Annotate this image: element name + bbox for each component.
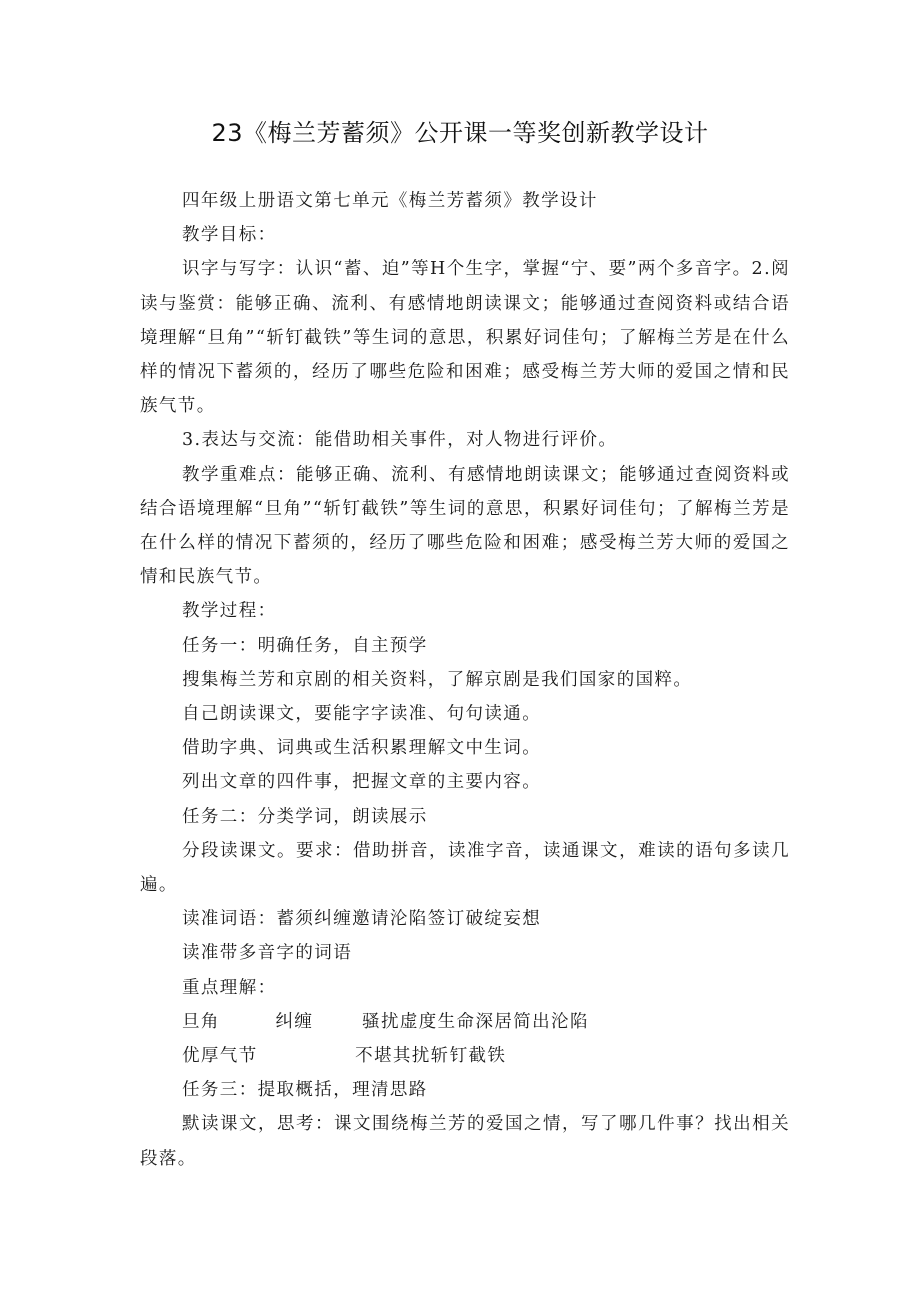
paragraph-task-three: 任务三：提取概括，理清思路 bbox=[182, 1080, 428, 1101]
paragraph-key-points: 教学重难点：能够正确、流利、有感情地朗读课文；能够通过查阅资料或结合语境理解“旦角”“斩钉截铁”等生词的意思，积累好词佳句；了解梅兰芳是在什么样的情况下蓄须的，经历了哪些危险和困难；感受梅兰芳大师的爱国之情和民族气节。 bbox=[140, 464, 790, 588]
paragraph-collect-materials: 搜集梅兰芳和京剧的相关资料，了解京剧是我们国家的国粹。 bbox=[182, 669, 693, 690]
paragraph-silent-reading: 默读课文，思考：课文围绕梅兰芳的爱国之情，写了哪几件事？找出相关段落。 bbox=[140, 1114, 790, 1169]
paragraph-vocabulary: 读准词语：蓄须纠缠邀请沦陷签订破绽妄想 bbox=[182, 909, 542, 930]
paragraph-task-two: 任务二：分类学词，朗读展示 bbox=[182, 806, 428, 827]
paragraph-objectives-detail: 识字与写字：认识“蓄、迫”等H个生字，掌握“宁、要”两个多音字。2.阅读与鉴赏：能够正确、流利、有感情地朗读课文；能够通过查阅资料或结合语境理解“旦角”“斩钉截铁”等生词的意思，积累好词佳句；了解梅兰芳是在什么样的情况下蓄须的，经历了哪些危险和困难；感受梅兰芳大师的爱国之情和民族气节。 bbox=[140, 259, 790, 417]
paragraph-process-heading: 教学过程： bbox=[182, 601, 277, 622]
paragraph-dictionary: 借助字典、词典或生活积累理解文中生词。 bbox=[182, 738, 542, 759]
paragraph-task-one: 任务一：明确任务，自主预学 bbox=[182, 635, 428, 656]
paragraph-expression: 3.表达与交流：能借助相关事件，对人物进行评价。 bbox=[182, 430, 618, 451]
paragraph-word-list-2: 优厚气节 不堪其扰斩钉截铁 bbox=[182, 1046, 507, 1067]
paragraph-polyphonic: 读准带多音字的词语 bbox=[182, 943, 353, 964]
paragraph-word-list-1: 旦角 纠缠 骚扰虚度生命深居简出沦陷 bbox=[182, 1011, 589, 1032]
paragraph-objectives-heading: 教学目标： bbox=[182, 225, 277, 246]
paragraph-subtitle: 四年级上册语文第七单元《梅兰芳蓄须》教学设计 bbox=[182, 191, 598, 211]
paragraph-four-events: 列出文章的四件事，把握文章的主要内容。 bbox=[182, 772, 542, 793]
paragraph-read-aloud: 自己朗读课文，要能字字读准、句句读通。 bbox=[182, 704, 542, 725]
paragraph-key-understanding: 重点理解： bbox=[182, 977, 277, 998]
document-title: 23《梅兰芳蓄须》公开课一等奖创新教学设计 bbox=[211, 119, 709, 147]
document-body bbox=[140, 184, 790, 1176]
paragraph-section-reading: 分段读课文。要求：借助拼音，读准字音，读通课文，难读的语句多读几遍。 bbox=[140, 840, 790, 896]
